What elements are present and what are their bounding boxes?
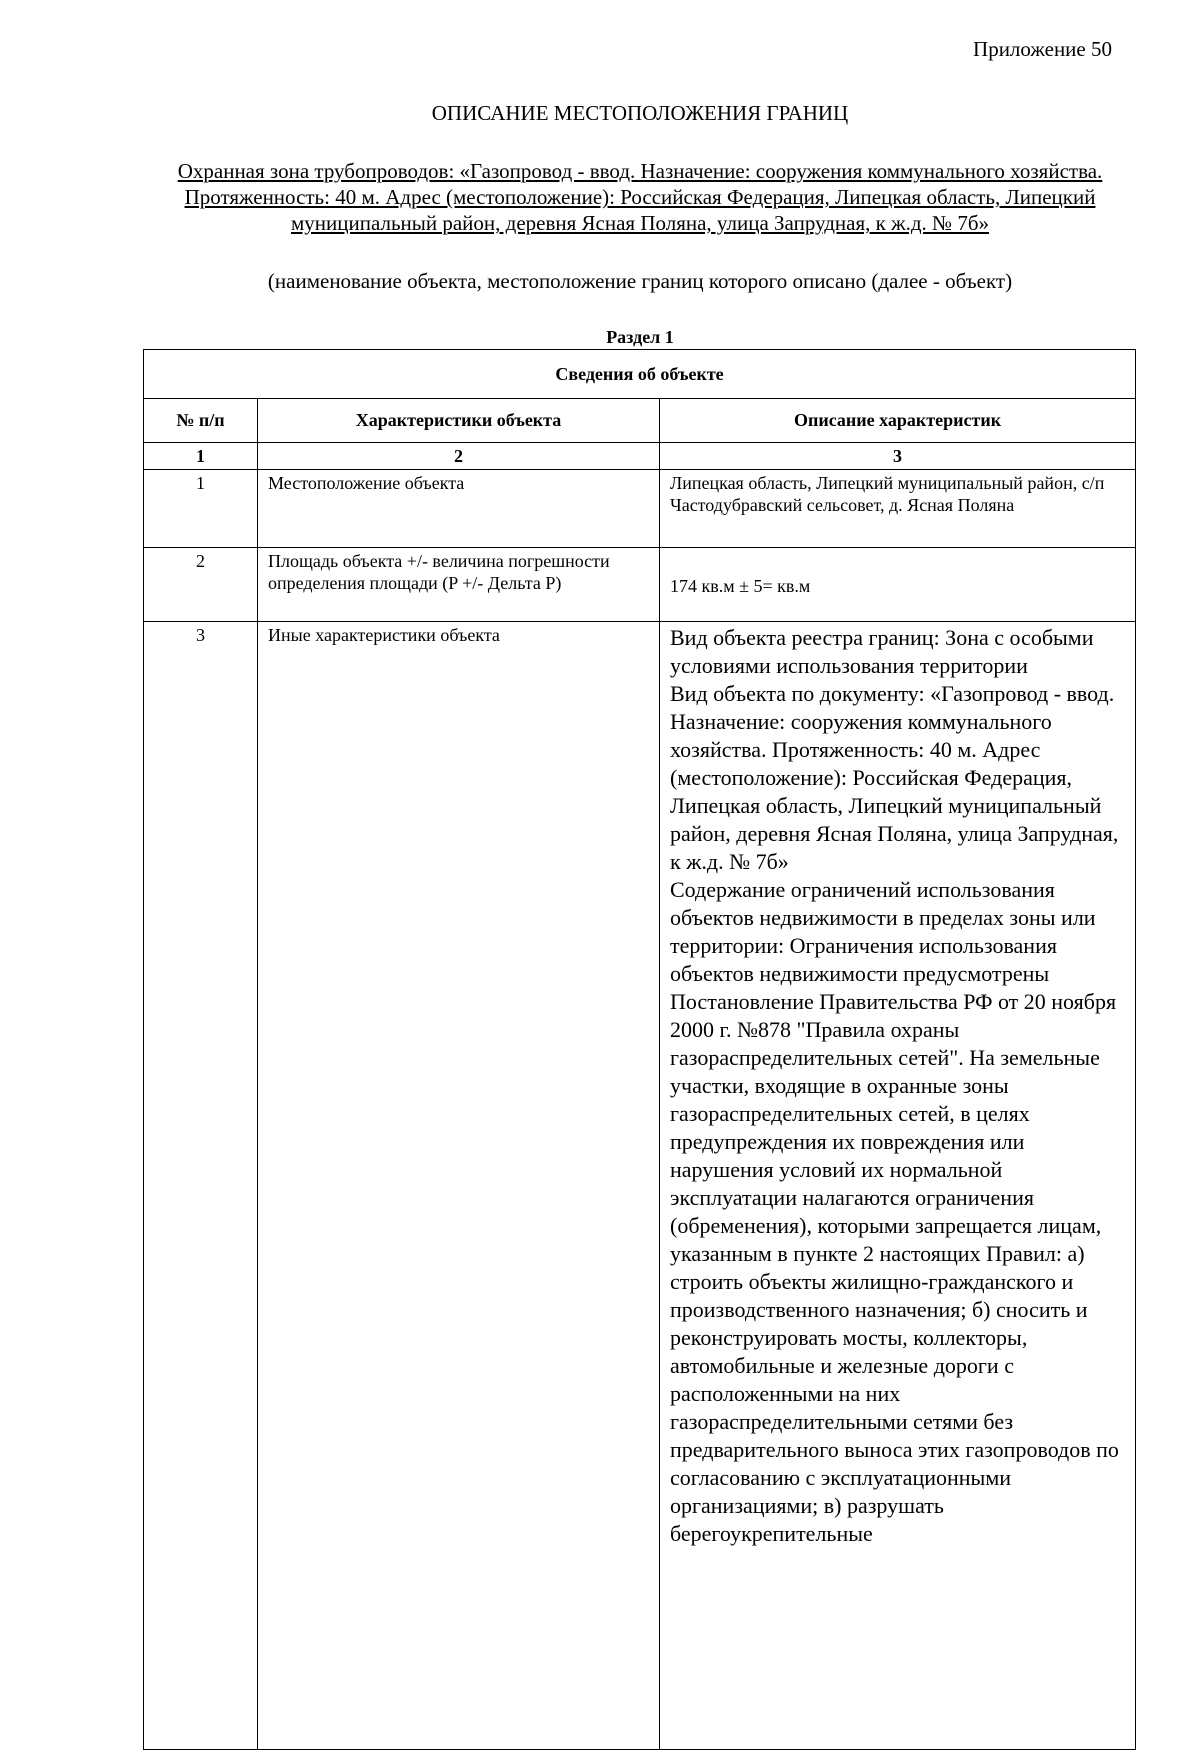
- table-title-row: [144, 350, 1136, 399]
- document-title: ОПИСАНИЕ МЕСТОПОЛОЖЕНИЯ ГРАНИЦ: [431, 101, 849, 125]
- table-row: [144, 622, 1136, 1750]
- table-row: [144, 470, 1136, 548]
- table-row: [144, 548, 1136, 622]
- column-header-number: № п/п: [144, 399, 258, 443]
- column-number-row: [144, 443, 1136, 470]
- row-description: Липецкая область, Липецкий муниципальный район, с/п Частодубравский сельсовет, д. Ясная Поляна: [660, 470, 1136, 548]
- column-header-characteristic: Характеристики объекта: [258, 399, 660, 443]
- object-info-table: [143, 349, 1136, 1750]
- column-number-3: 3: [660, 443, 1136, 470]
- appendix-number: Приложение 50: [973, 37, 1112, 61]
- row-description: Вид объекта реестра границ: Зона с особыми условиями использования территории Вид объекта по документу: «Газопровод - ввод. Назначение: сооружения коммунального хозяйства. Протяженность: 40 м. Адрес (местоположение): Российская Федерация, Липецкая область, Липецкий муниципальный район, деревня Ясная Поляна, улица Запрудная, к ж.д. № 7б» Содержание ограничений использования объектов недвижимости в пределах зоны или территории: Ограничения использования объектов недвижимости предусмотрены Постановление Правительства РФ от 20 ноября 2000 г. №878 "Правила охраны газораспределительных сетей". На земельные участки, входящие в охранные зоны газораспределительных сетей, в целях предупреждения их повреждения или нарушения условий их нормальной эксплуатации налагаются ограничения (обременения), которыми запрещается лицам, указанным в пункте 2 настоящих Правил: а) строить объекты жилищно-гражданского и производственного назначения; б) сносить и реконструировать мосты, коллекторы, автомобильные и железные дороги с расположенными на них газораспределительными сетями без предварительного выноса этих газопроводов по согласованию с эксплуатационными организациями; в) разрушать берегоукрепительные: [660, 622, 1136, 1750]
- object-name-caption: (наименование объекта, местоположение границ которого описано (далее - объект): [267, 269, 1013, 293]
- object-name: Охранная зона трубопроводов: «Газопровод - ввод. Назначение: сооружения коммунального хозяйства. Протяженность: 40 м. Адрес (местоположение): Российская Федерация, Липецкая область, Липецкий муниципальный район, деревня Ясная Поляна, улица Запрудная, к ж.д. № 7б»: [177, 159, 1103, 235]
- row-number: 1: [144, 470, 258, 548]
- table-title: Сведения об объекте: [144, 350, 1136, 399]
- row-characteristic: Иные характеристики объекта: [258, 622, 660, 1750]
- column-header-description: Описание характеристик: [660, 399, 1136, 443]
- row-characteristic: Местоположение объекта: [258, 470, 660, 548]
- row-characteristic: Площадь объекта +/- величина погрешности определения площади (P +/- Дельта P): [258, 548, 660, 622]
- table-header-row: [144, 399, 1136, 443]
- row-number: 2: [144, 548, 258, 622]
- row-description: 174 кв.м ± 5= кв.м: [660, 548, 1136, 622]
- column-number-1: 1: [144, 443, 258, 470]
- section-label: Раздел 1: [606, 327, 674, 347]
- column-number-2: 2: [258, 443, 660, 470]
- row-number: 3: [144, 622, 258, 1750]
